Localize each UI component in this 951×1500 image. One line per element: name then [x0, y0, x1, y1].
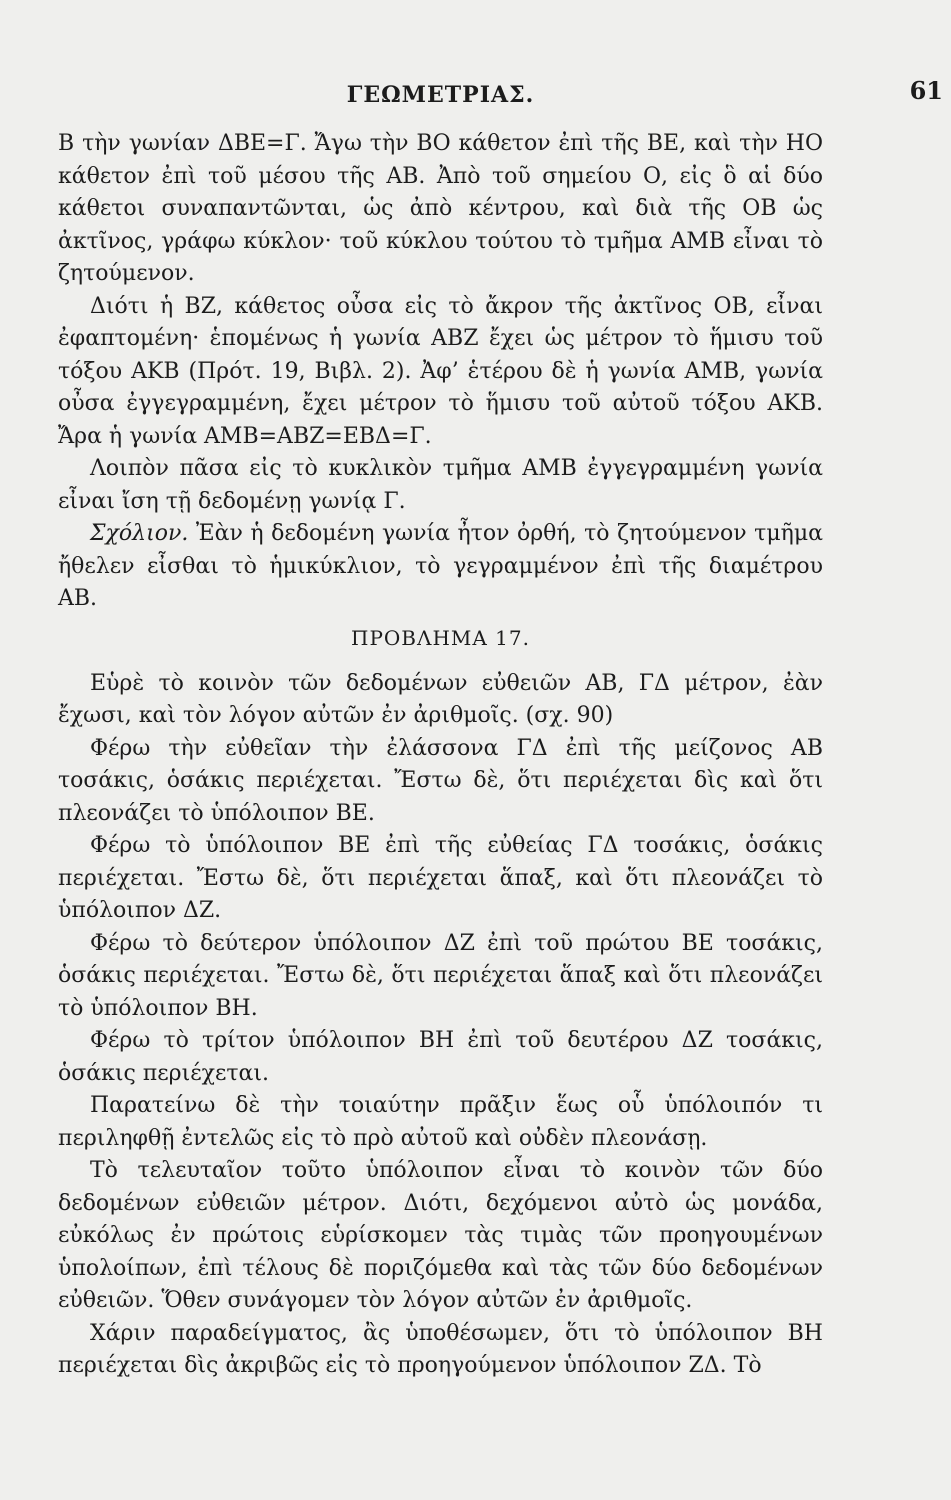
problem-statement: Εὑρὲ τὸ κοινὸν τῶν δεδομένων εὐθειῶν ΑΒ, ΓΔ μέτρον, ἐὰν ἔχωσι, καὶ τὸν λόγον αὐτῶν ἐν ἀριθμοῖς. (σχ. 90) — [58, 670, 823, 728]
paragraph: Τὸ τελευταῖον τοῦτο ὑπόλοιπον εἶναι τὸ κοινὸν τῶν δύο δεδομένων εὐθειῶν μέτρον. Διότι, δεχόμενοι αὐτὸ ὡς μονάδα, εὐκόλως ἐν πρώτοις εὑρίσκομεν τὰς τιμὰς τῶν προηγουμένων ὑπολοίπων, ἐπὶ τέλους δὲ ποριζόμεθα καὶ τὰς τῶν δύο δεδομένων εὐθειῶν. Ὅθεν συνάγομεν τὸν λόγον αὐτῶν ἐν ἀριθμοῖς. — [58, 1158, 823, 1313]
body-text — [58, 128, 823, 1383]
paragraph: Παρατείνω δὲ τὴν τοιαύτην πρᾶξιν ἕως οὗ ὑπόλοιπόν τι περιληφθῇ ἐντελῶς εἰς τὸ πρὸ αὐτοῦ καὶ οὐδὲν πλεονάσῃ. — [58, 1093, 823, 1151]
paragraph: Φέρω τὸ δεύτερον ὑπόλοιπον ΔΖ ἐπὶ τοῦ πρώτου ΒΕ τοσάκις, ὁσάκις περιέχεται. Ἔστω δὲ, ὅτι περιέχεται ἅπαξ καὶ ὅτι πλεονάζει τὸ ὑπόλοιπον ΒΗ. — [58, 930, 823, 1021]
paragraph: Φέρω τὸ ὑπόλοιπον ΒΕ ἐπὶ τῆς εὐθείας ΓΔ τοσάκις, ὁσάκις περιέχεται. Ἔστω δὲ, ὅτι περιέχεται ἅπαξ, καὶ ὅτι πλεονάζει τὸ ὑπόλοιπον ΔΖ. — [58, 833, 823, 923]
page-number: 61 — [909, 76, 943, 105]
paragraph: Διότι ἡ ΒΖ, κάθετος οὖσα εἰς τὸ ἄκρον τῆς ἀκτῖνος ΟΒ, εἶναι ἐφαπτομένη· ἑπομένως ἡ γωνία ΑΒΖ ἔχει ὡς μέτρον τὸ ἥμισυ τοῦ τόξου ΑΚΒ (Πρότ. 19, Βιβλ. 2). Ἀφ’ ἑτέρου δὲ ἡ γωνία ΑΜΒ, γωνία οὖσα ἐγγεγραμμένη, ἔχει μέτρον τὸ ἥμισυ τοῦ αὐτοῦ τόξου ΑΚΒ. Ἄρα ἡ γωνία ΑΜΒ=ΑΒΖ=ΕΒΔ=Γ. — [58, 293, 823, 449]
problem-heading: ΠΡΟΒΛΗΜΑ 17. — [351, 625, 530, 650]
paragraph: Β τὴν γωνίαν ΔΒΕ=Γ. Ἄγω τὴν ΒΟ κάθετον ἐπὶ τῆς ΒΕ, καὶ τὴν ΗΟ κάθετον ἐπὶ τοῦ μέσου τῆς ΑΒ. Ἀπὸ τοῦ σημείου Ο, εἰς ὃ αἱ δύο κάθετοι συναπαντῶνται, ὡς ἀπὸ κέντρου, καὶ διὰ τῆς ΟΒ ὡς ἀκτῖνος, γράφω κύκλον· τοῦ κύκλου τούτου τὸ τμῆμα ΑΜΒ εἶναι τὸ ζητούμενον. — [58, 131, 823, 286]
paragraph: Χάριν παραδείγματος, ἂς ὑποθέσωμεν, ὅτι τὸ ὑπόλοιπον ΒΗ περιέχεται δὶς ἀκριβῶς εἰς τὸ προηγούμενον ὑπόλοιπον ΖΔ. Τὸ — [58, 1320, 823, 1378]
scholion-text: Ἐὰν ἡ δεδομένη γωνία ἦτον ὀρθή, τὸ ζητούμενον τμῆμα ἤθελεν εἶσθαι τὸ ἡμικύκλιον, τὸ γεγραμμένον ἐπὶ τῆς διαμέτρου ΑΒ. — [58, 521, 823, 611]
header-title: ΓΕΩΜΕΤΡΙΑΣ. — [346, 82, 535, 108]
scholion-label: Σχόλιον. — [90, 521, 189, 546]
scholion-paragraph — [58, 518, 823, 616]
paragraph: Φέρω τὴν εὐθεῖαν τὴν ἐλάσσονα ΓΔ ἐπὶ τῆς μείζονος ΑΒ τοσάκις, ὁσάκις περιέχεται. Ἔστω δὲ, ὅτι περιέχεται δὶς καὶ ὅτι πλεονάζει τὸ ὑπόλοιπον ΒΕ. — [58, 735, 823, 826]
paragraph: Λοιπὸν πᾶσα εἰς τὸ κυκλικὸν τμῆμα ΑΜΒ ἐγγεγραμμένη γωνία εἶναι ἴση τῇ δεδομένῃ γωνίᾳ Γ. — [58, 456, 823, 514]
paragraph: Φέρω τὸ τρίτον ὑπόλοιπον ΒΗ ἐπὶ τοῦ δευτέρου ΔΖ τοσάκις, ὁσάκις περιέχεται. — [58, 1028, 823, 1086]
running-header — [58, 72, 943, 128]
